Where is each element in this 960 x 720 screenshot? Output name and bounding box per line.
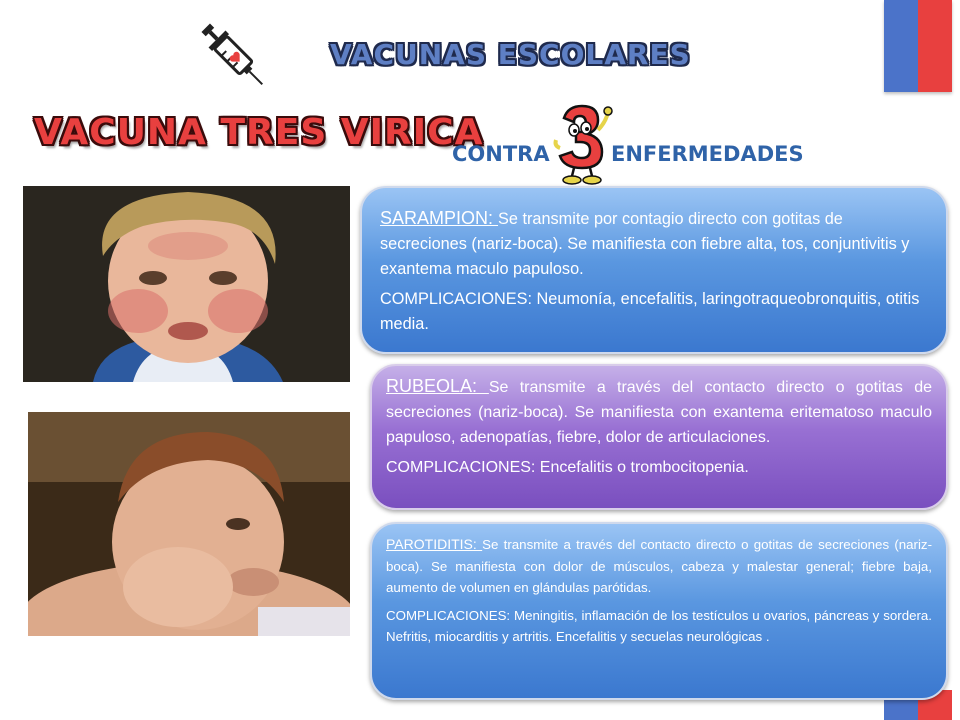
enfermedades-label: ENFERMEDADES — [611, 142, 804, 166]
rubeola-label: RUBEOLA: — [386, 376, 489, 396]
parotiditis-label: PAROTIDITIS: — [386, 536, 483, 552]
mumps-child-photo — [28, 412, 350, 636]
measles-child-photo — [23, 186, 350, 382]
number-three-mascot-icon — [552, 102, 614, 188]
flag-decoration-top — [884, 0, 952, 92]
contra-label: CONTRA — [452, 142, 550, 166]
sarampion-text: Se transmite por contagio directo con gotitas de secreciones (nariz-boca). Se manifiesta con fiebre alta, tos, conjuntivitis y exantema maculo papuloso. — [380, 210, 910, 278]
rubeola-paragraph — [386, 374, 932, 450]
parotiditis-complications: COMPLICACIONES: Meningitis, inflamación de los testículos u ovarios, páncreas y sordera. Nefritis, miocarditis y artritis. Encefalitis y secuelas neurológicas . — [386, 607, 932, 644]
sarampion-paragraph — [380, 206, 926, 282]
rubeola-complications: COMPLICACIONES: Encefalitis o trombocitopenia. — [386, 459, 749, 476]
parotiditis-info-box — [370, 522, 948, 700]
parotiditis-text: Se transmite a través del contacto directo o gotitas de secreciones (nariz-boca). Se manifiesta con dolor de músculos, cabeza y malestar general; fiebre baja, aumento de volumen en glándulas parótidas. — [386, 537, 932, 595]
rubeola-text: Se transmite a través del contacto directo o gotitas de secreciones (nariz-boca). Se manifiesta con exantema eritematoso maculo papuloso, adenopatías, fiebre, dolor de articulaciones. — [386, 379, 932, 446]
sarampion-info-box — [360, 186, 948, 354]
parotiditis-paragraph — [386, 534, 932, 599]
rubeola-info-box — [370, 364, 948, 510]
subtitle-heading: VACUNAS ESCOLARES — [330, 38, 691, 71]
sarampion-complications: COMPLICACIONES: Neumonía, encefalitis, laringotraqueobronquitis, otitis media. — [380, 290, 920, 333]
syringe-icon — [192, 14, 276, 98]
page-title: VACUNA TRES VIRICA — [34, 112, 484, 153]
sarampion-label: SARAMPION: — [380, 208, 499, 228]
